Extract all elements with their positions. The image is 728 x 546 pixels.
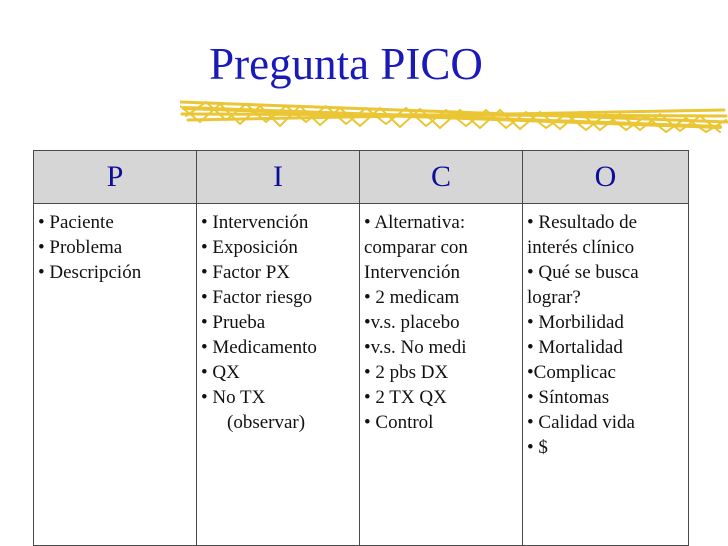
list-item: • Resultado de	[527, 212, 638, 233]
list-item: • Calidad vida	[527, 412, 635, 433]
list-item: •v.s. No medi	[364, 337, 467, 358]
content-row	[34, 204, 689, 546]
slide-title: Pregunta PICO	[209, 39, 483, 89]
list-item: • Morbilidad	[527, 312, 624, 333]
list-item: • Qué se busca	[527, 262, 639, 283]
list-item: •Complicac	[527, 362, 616, 383]
list-item: • Alternativa:	[364, 212, 466, 233]
list-item: • Descripción	[38, 262, 142, 283]
list-item: • Intervención	[201, 212, 309, 233]
column-p	[34, 204, 197, 546]
list-item: lograr?	[527, 287, 581, 308]
list-item: • Síntomas	[527, 387, 610, 408]
list-item: Intervención	[364, 262, 461, 283]
list-item: • QX	[201, 362, 240, 383]
list-item: comparar con	[364, 237, 468, 258]
list-item: • 2 medicam	[364, 287, 460, 308]
list-item: interés clínico	[527, 237, 635, 258]
list-item: • Exposición	[201, 237, 298, 258]
highlighter-underline	[180, 92, 728, 140]
header-o: O	[523, 151, 689, 204]
list-item: •v.s. placebo	[364, 312, 460, 333]
header-i: I	[197, 151, 360, 204]
header-p: P	[34, 151, 197, 204]
column-o	[523, 204, 689, 546]
list-item: • Prueba	[201, 312, 266, 333]
list-item: (observar)	[227, 412, 306, 433]
list-item: • Factor PX	[201, 262, 290, 283]
list-item: • $	[527, 437, 548, 458]
list-item: • No TX	[201, 387, 266, 408]
column-c	[360, 204, 523, 546]
list-item: • Medicamento	[201, 337, 317, 358]
list-item: • 2 TX QX	[364, 387, 447, 408]
list-item: • Factor riesgo	[201, 287, 313, 308]
header-c: C	[360, 151, 523, 204]
pico-table	[33, 150, 689, 546]
list-item: • Problema	[38, 237, 123, 258]
column-i	[197, 204, 360, 546]
list-item: • Control	[364, 412, 434, 433]
header-row	[34, 151, 689, 204]
list-item: • 2 pbs DX	[364, 362, 449, 383]
list-item: • Mortalidad	[527, 337, 623, 358]
list-item: • Paciente	[38, 212, 114, 233]
